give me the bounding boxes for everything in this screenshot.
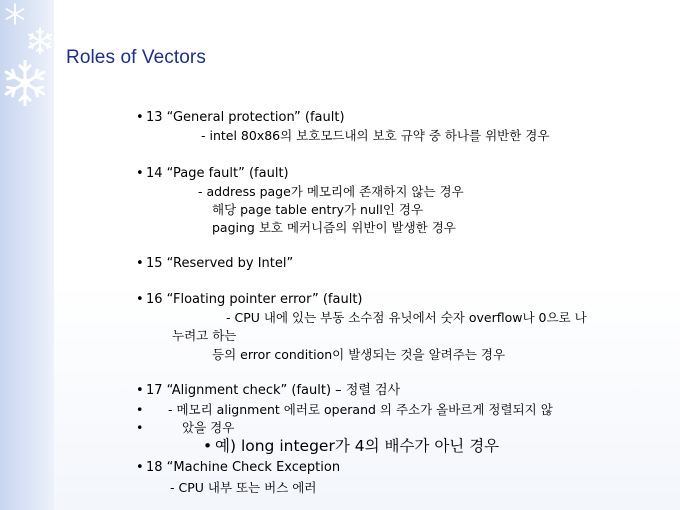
snowflake-icon	[2, 60, 48, 106]
bullet: •	[136, 402, 144, 417]
bullet: •	[136, 256, 144, 271]
list-item: • 15 “Reserved by Intel”	[136, 256, 294, 271]
list-item-detail: - address page가 메모리에 존재하지 않는 경우	[198, 184, 464, 199]
list-item-example: • 예) long integer가 4의 배수가 아닌 경우	[203, 437, 500, 455]
bullet: •	[136, 420, 144, 435]
bullet: •	[203, 437, 213, 455]
list-item-detail: 등의 error condition이 발생되는 것을 알려주는 경우	[212, 347, 506, 362]
slide-title: Roles of Vectors	[66, 47, 206, 68]
list-item: • 14 “Page fault” (fault)	[136, 166, 289, 181]
list-item-detail: - intel 80x86의 보호모드내의 보호 규약 중 하나를 위반한 경우	[201, 128, 550, 143]
left-decorative-band	[0, 0, 54, 510]
list-item: • 18 “Machine Check Exception	[136, 460, 341, 475]
list-item: • - 메모리 alignment 에러로 operand 의 주소가 올바르게 정렬되지 않	[136, 402, 553, 417]
snowflake-icon	[4, 3, 26, 25]
list-item: • 17 “Alignment check” (fault) – 정렬 검사	[136, 383, 401, 398]
list-item-detail: 해당 page table entry가 null인 경우	[212, 202, 424, 217]
list-item: • 16 “Floating pointer error” (fault)	[136, 292, 363, 307]
snowflake-icon	[26, 27, 54, 55]
bullet: •	[136, 166, 144, 181]
bullet: •	[136, 460, 144, 475]
list-item-detail: - CPU 내에 있는 부동 소수점 유닛에서 숫자 overflow나 0으로 나	[226, 310, 587, 325]
list-item-detail: 누려고 하는	[172, 328, 237, 343]
list-item-detail: paging 보호 메커니즘의 위반이 발생한 경우	[212, 220, 456, 235]
bullet: •	[136, 383, 144, 398]
list-item: • 았을 경우	[136, 420, 235, 435]
bullet: •	[136, 292, 144, 307]
list-item: • 13 “General protection” (fault)	[136, 110, 345, 125]
list-item-detail: - CPU 내부 또는 버스 에러	[170, 480, 317, 495]
bullet: •	[136, 110, 144, 125]
